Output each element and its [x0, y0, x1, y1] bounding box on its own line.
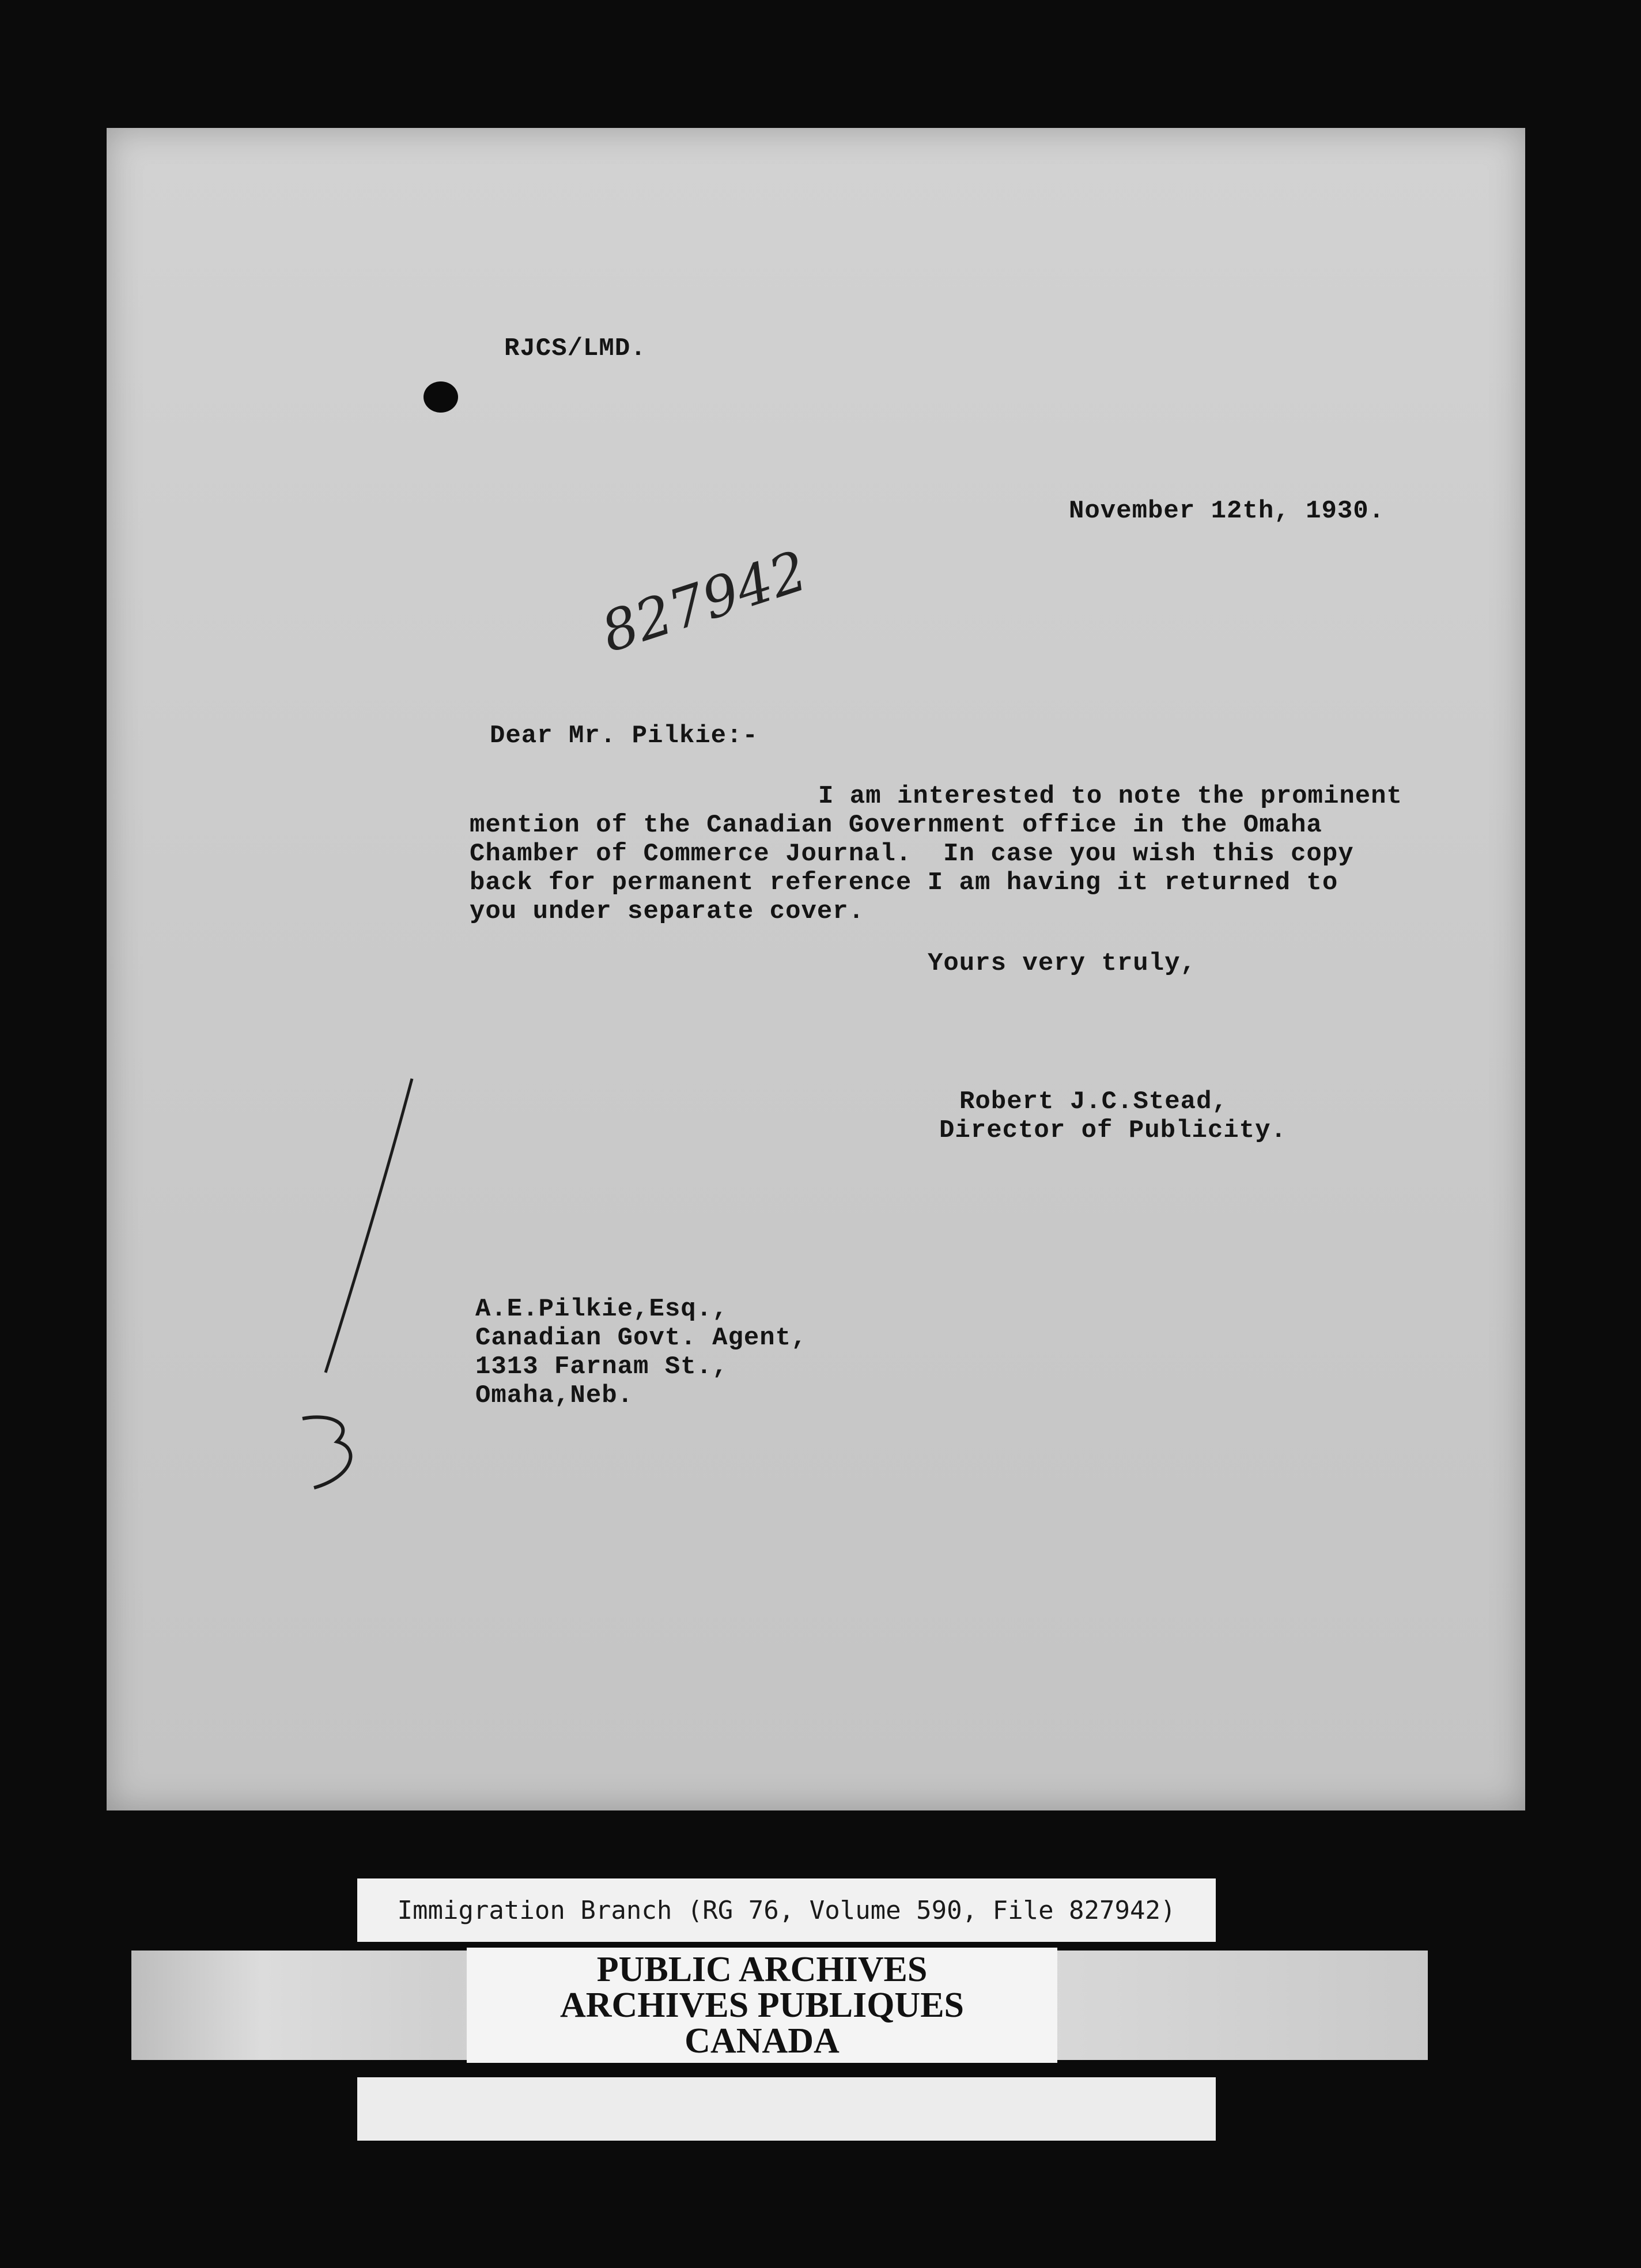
archive-citation-label [357, 1878, 1216, 1942]
signature-name: Robert J.C.Stead, [959, 1087, 1228, 1116]
archive-stamp [467, 1948, 1057, 2063]
reference-initials: RJCS/LMD. [504, 334, 646, 363]
body-line-5: you under separate cover. [470, 897, 865, 926]
signature-title: Director of Publicity. [939, 1116, 1287, 1145]
addressee-line-3: 1313 Farnam St., [475, 1352, 728, 1381]
addressee-line-2: Canadian Govt. Agent, [475, 1324, 807, 1352]
letter-date: November 12th, 1930. [1069, 497, 1385, 526]
letter-page [107, 128, 1525, 1810]
body-line-1: I am interested to note the prominent [818, 782, 1402, 811]
body-line-3: Chamber of Commerce Journal. In case you wish this copy [470, 840, 1354, 868]
body-line-4: back for permanent reference I am having it returned to [470, 868, 1338, 897]
addressee-line-1: A.E.Pilkie,Esq., [475, 1295, 728, 1324]
addressee-line-4: Omaha,Neb. [475, 1381, 634, 1410]
stamp-line-1: PUBLIC ARCHIVES [596, 1950, 928, 1989]
archive-citation: Immigration Branch (RG 76, Volume 590, File 827942) [397, 1895, 1176, 1925]
body-line-2: mention of the Canadian Government office in the Omaha [470, 811, 1322, 840]
handwritten-slash-mark [291, 1073, 418, 1499]
archive-blank-label [357, 2077, 1216, 2141]
stamp-line-2: ARCHIVES PUBLIQUES [559, 1986, 965, 2025]
salutation: Dear Mr. Pilkie:- [490, 721, 758, 750]
handwritten-file-number: 827942 [593, 538, 815, 665]
punch-hole [424, 381, 458, 413]
closing: Yours very truly, [928, 949, 1196, 978]
stamp-line-3: CANADA [685, 2021, 840, 2061]
